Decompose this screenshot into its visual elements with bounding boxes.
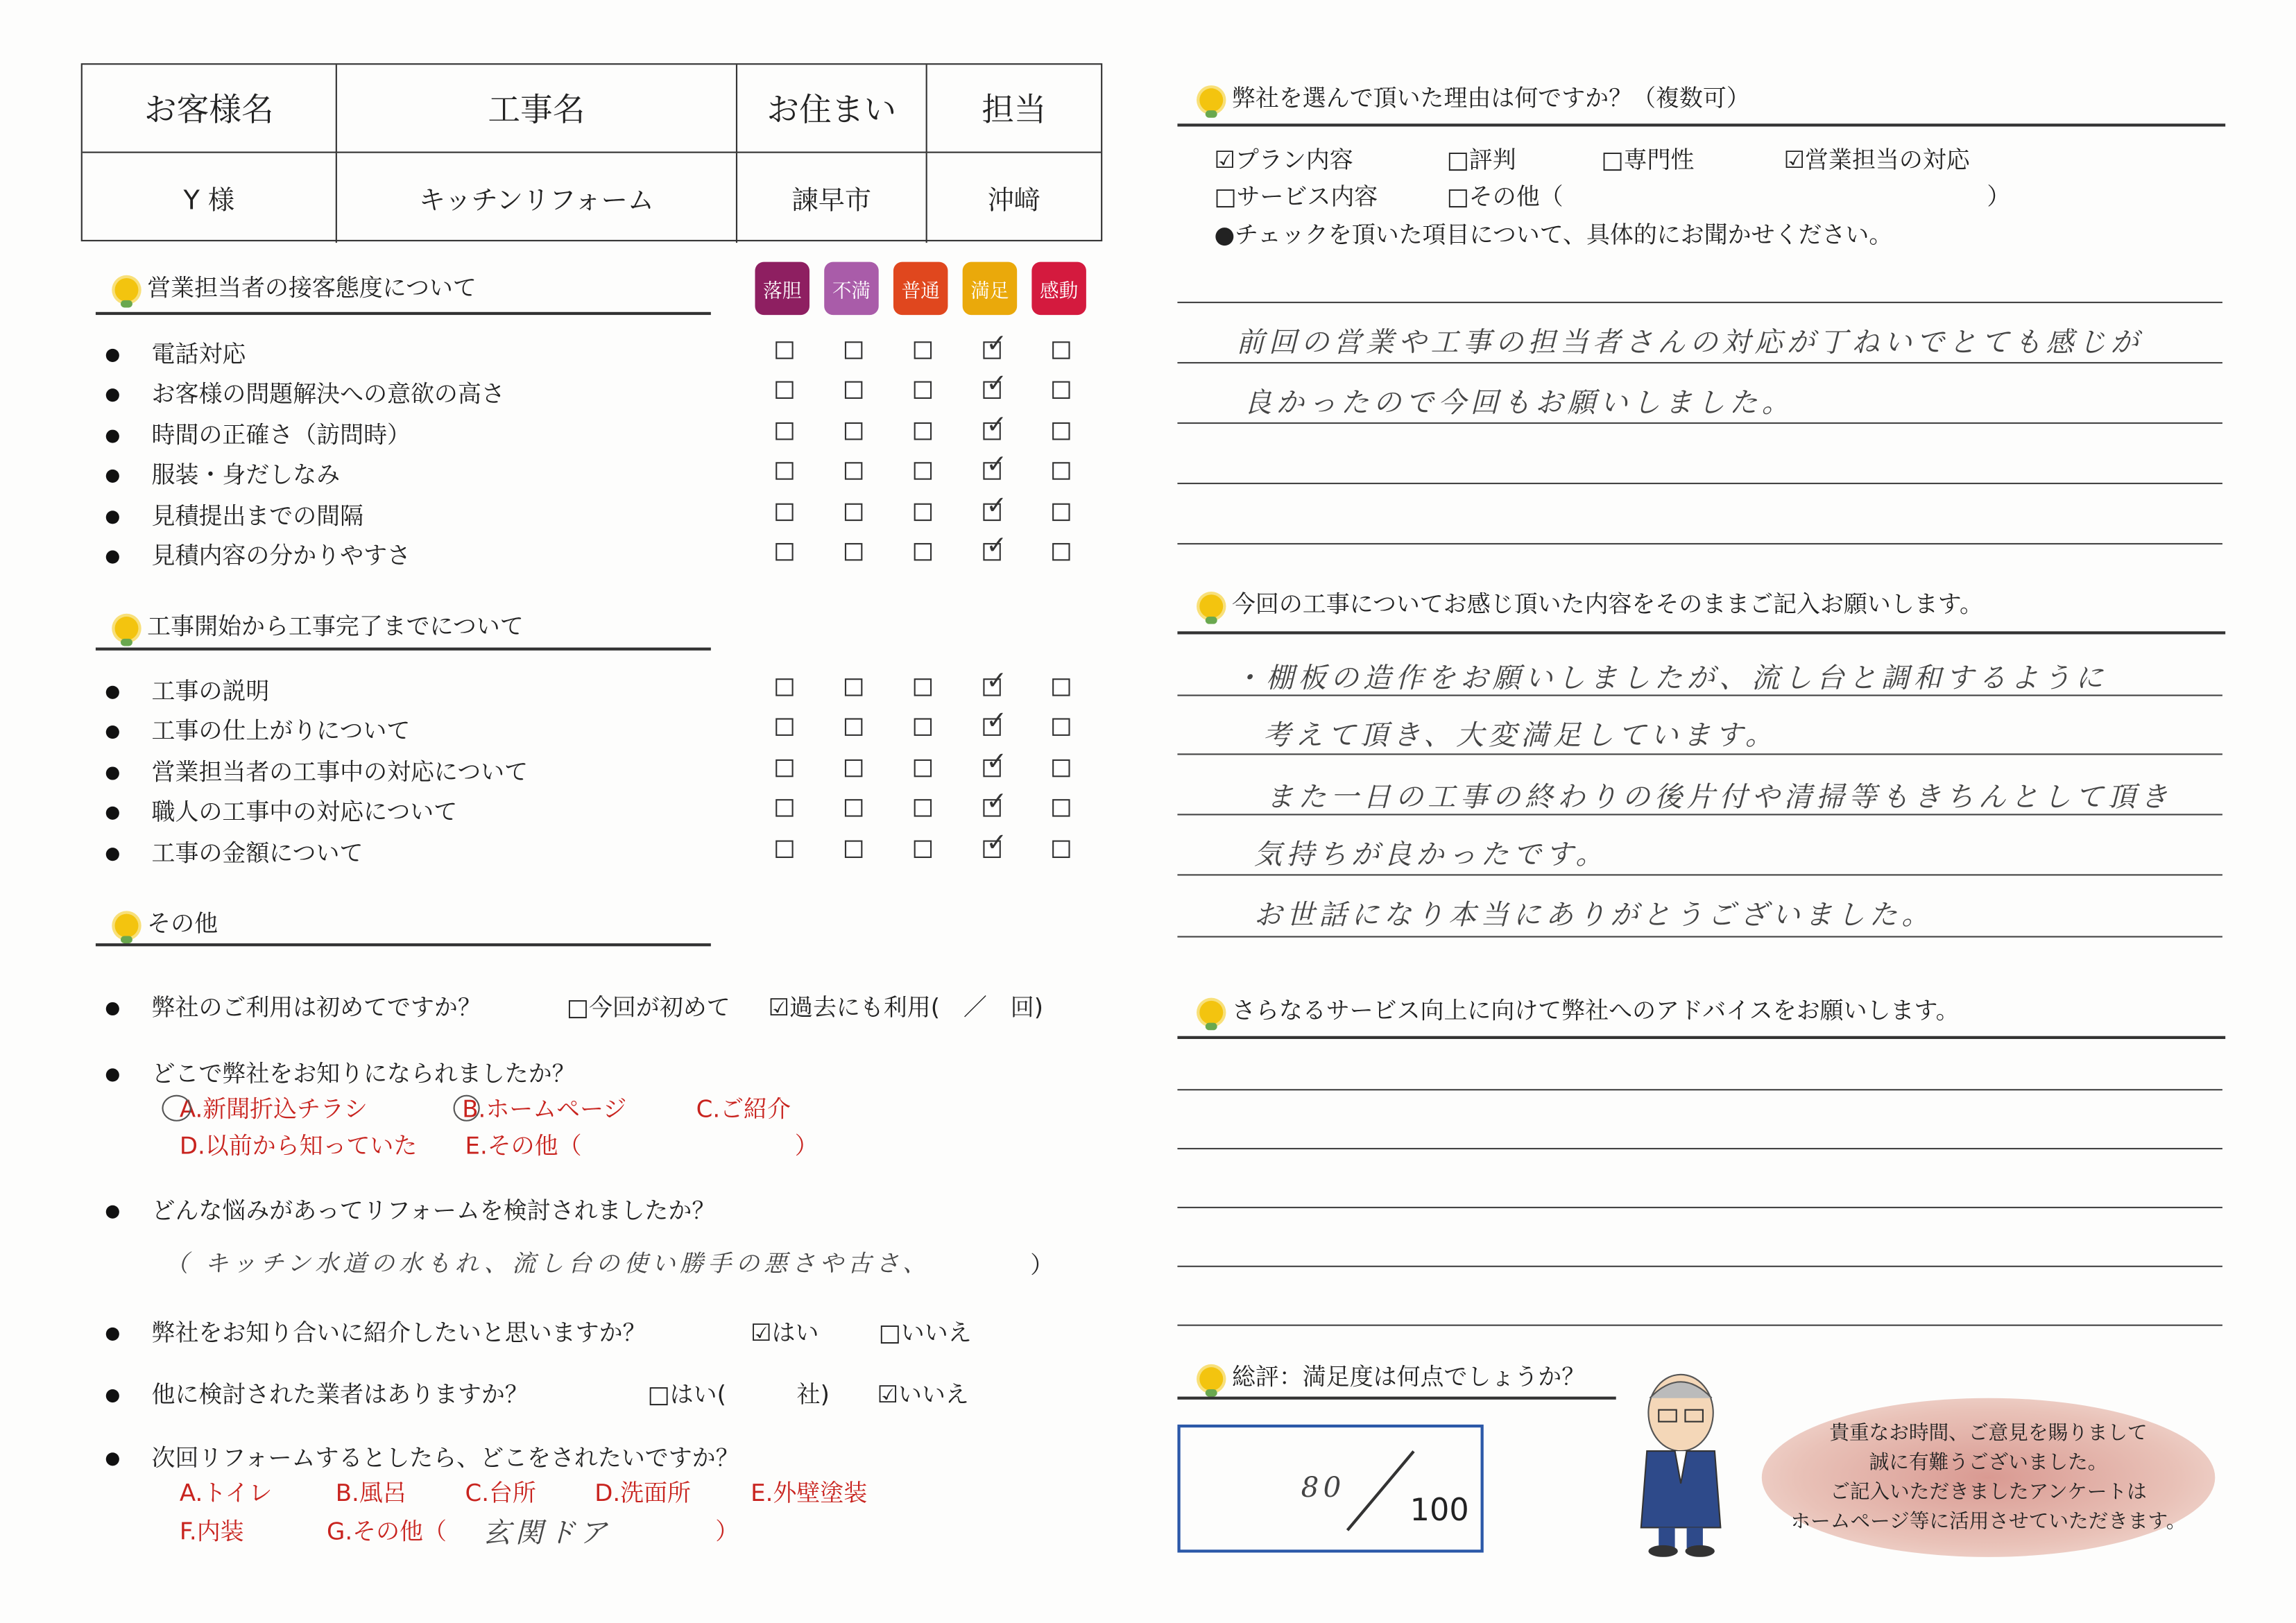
flower-icon [115,913,139,937]
rating-checkbox[interactable] [776,718,793,735]
rating-checkbox[interactable] [983,341,1000,359]
rating-checkbox[interactable] [1052,543,1070,560]
rating-checkbox[interactable] [983,718,1000,735]
section3-title: その他 [147,909,219,938]
q1-label: 弊社のご利用は初めてですか？ [151,993,481,1022]
rating-checkbox[interactable] [776,543,793,560]
q6-opt-f[interactable]: F.内装 [179,1517,244,1545]
staff-illustration-icon [1627,1366,1737,1557]
rating-item-label: 見積内容の分かりやすさ [151,541,411,570]
rating-checkbox[interactable] [1052,799,1070,816]
bullet-icon [106,766,119,780]
answer-line [1177,362,2222,363]
q2-opt-c[interactable]: C.ご紹介 [696,1094,791,1123]
q5-no[interactable]: ☑いいえ [877,1380,969,1409]
rating-checkbox[interactable] [983,799,1000,816]
section3-heading [115,905,219,939]
answer-line [1177,753,2222,755]
score-value: 80 [1301,1471,1346,1504]
bullet-icon [106,349,119,362]
rating-checkbox[interactable] [983,504,1000,521]
rating-item [106,537,411,571]
rating-badge: 不満 [824,262,879,315]
rating-checkbox[interactable] [914,759,932,777]
section1-title: 営業担当者の接客態度について [147,273,477,302]
q3-label: どんな悩みがあってリフォームを検討されましたか？ [151,1196,716,1225]
answer-line [1177,694,2222,696]
impression-answer-line[interactable]: 考えて頂き、大変満足しています。 [1262,719,1778,753]
rating-checkbox[interactable] [914,381,932,399]
rating-item [106,497,363,531]
reason-heading [1199,80,1750,114]
rating-item [106,673,270,707]
q3-answer[interactable]: （ キッチン水道の水もれ、流し台の使い勝手の悪さや古さ、 [164,1249,931,1278]
reason-other-close: ） [1987,182,2011,211]
answer-line [1177,1089,2222,1090]
rating-checkbox[interactable] [845,799,862,816]
header-customer: お客様名 [83,65,337,153]
answer-line [1177,302,2222,303]
rating-badge: 感動 [1031,262,1086,315]
q6-other-answer[interactable]: 玄関ドア [482,1517,612,1550]
rating-checkbox[interactable] [845,504,862,521]
thanks-line: 誠に有難うございました。 [1869,1451,2108,1475]
reason-answer-line[interactable]: 良かったので今回もお願いしました。 [1243,387,1794,420]
rating-item-label: 見積提出までの間隔 [151,501,364,530]
rating-checkbox[interactable] [983,422,1000,440]
q1-first-time[interactable]: □今回が初めて [566,993,730,1022]
q6-opt-b[interactable]: B.風呂 [335,1479,406,1507]
rating-checkbox[interactable] [845,341,862,359]
thanks-line: 貴重なお時間、ご意見を賜りまして [1829,1421,2148,1445]
answer-line [1177,874,2222,875]
q6 [106,1439,739,1473]
q1 [106,989,481,1023]
rating-checkbox[interactable] [1052,422,1070,440]
reason-sales-staff[interactable]: ☑営業担当の対応 [1783,146,1970,174]
rating-checkbox[interactable] [776,422,793,440]
rating-item [106,456,340,490]
q5 [106,1376,529,1410]
rating-item-label: 工事の説明 [151,677,270,705]
answer-line [1177,1148,2222,1149]
answer-line [1177,543,2222,544]
rating-item-label: 工事の金額について [151,839,363,867]
overall-heading [1199,1358,1585,1392]
rating-checkbox[interactable] [776,841,793,858]
bullet-icon [106,686,119,699]
rating-checkbox[interactable] [914,799,932,816]
rating-item-label: お客様の問題解決への意欲の高さ [151,379,505,408]
rating-checkbox[interactable] [983,759,1000,777]
section2-title: 工事開始から工事完了までについて [147,612,524,640]
rating-checkbox[interactable] [845,678,862,696]
rating-checkbox[interactable] [845,543,862,560]
q2 [106,1055,576,1089]
rating-checkbox[interactable] [1052,341,1070,359]
rating-item [106,753,528,787]
rating-checkbox[interactable] [983,462,1000,479]
impression-answer-line[interactable]: また一日の工事の終わりの後片付や清掃等もきちんとして頂き [1265,781,2173,814]
rating-checkbox[interactable] [983,381,1000,399]
rating-checkbox[interactable] [845,422,862,440]
rating-checkbox[interactable] [983,543,1000,560]
residence: 諫早市 [737,153,927,243]
q4-label: 弊社をお知り合いに紹介したいと思いますか？ [151,1319,646,1347]
q2-label: どこで弊社をお知りになられましたか？ [151,1059,576,1088]
rating-checkbox[interactable] [983,841,1000,858]
thanks-line: ご記入いただきましたアンケートは [1830,1480,2147,1504]
rating-item [106,375,505,409]
q4-no[interactable]: □いいえ [878,1319,972,1347]
q2-opt-e-close: ） [794,1131,819,1160]
reason-title: 弊社を選んで頂いた理由は何ですか？（複数可） [1231,83,1750,112]
header-project: 工事名 [337,65,737,153]
rating-checkbox[interactable] [1052,381,1070,399]
rating-checkbox[interactable] [1052,504,1070,521]
rating-item [106,336,246,370]
q6-opt-e[interactable]: E.外壁塗装 [751,1479,868,1507]
circle-mark [162,1095,191,1122]
rating-item-label: 電話対応 [151,340,246,368]
answer-line [1177,1325,2222,1326]
rating-checkbox[interactable] [776,678,793,696]
q4 [106,1314,646,1348]
answer-line [1177,483,2222,484]
rating-checkbox[interactable] [776,462,793,479]
flower-icon [1199,1366,1223,1390]
q6-opt-g-close: ） [715,1517,739,1545]
header-residence: お住まい [737,65,927,153]
reason-prompt: ●チェックを頂いた項目について、具体的にお聞かせください。 [1214,221,1893,249]
answer-line [1177,936,2222,937]
rating-item-label: 職人の工事中の対応について [151,798,458,826]
bullet-icon [106,725,119,739]
rating-badge: 普通 [893,262,948,315]
bullet-icon [106,551,119,564]
answer-line [1177,1266,2222,1267]
flower-icon [115,277,139,301]
rating-checkbox[interactable] [845,718,862,735]
rating-checkbox[interactable] [914,504,932,521]
rating-checkbox[interactable] [776,341,793,359]
bullet-icon [106,388,119,402]
rating-item [106,712,411,746]
project-name: キッチンリフォーム [337,153,737,243]
q2-opt-e[interactable]: E.その他（ [465,1131,582,1160]
q3-close: ） [1030,1251,1054,1279]
rating-checkbox[interactable] [845,759,862,777]
rating-checkbox[interactable] [776,381,793,399]
impression-title: 今回の工事についてお感じ頂いた内容をそのままご記入お願いします。 [1231,590,1983,619]
reason-expertise[interactable]: □専門性 [1601,146,1695,174]
flower-icon [115,616,139,639]
advice-heading [1199,992,1959,1026]
thanks-message [1762,1398,2216,1557]
reason-reputation[interactable]: □評判 [1446,146,1516,174]
customer-table [81,63,1103,241]
rating-checkbox[interactable] [914,462,932,479]
bullet-icon [106,807,119,820]
rating-item-label: 営業担当者の工事中の対応について [151,757,529,787]
section2-heading [115,608,524,642]
rating-item-label: 工事の仕上がりについて [151,716,411,745]
q6-opt-c[interactable]: C.台所 [465,1479,536,1507]
rating-checkbox[interactable] [914,718,932,735]
rating-item [106,834,363,868]
rating-badge: 落胆 [755,262,809,315]
flower-icon [1199,87,1223,111]
q6-label: 次回リフォームするとしたら、どこをされたいですか？ [151,1443,739,1472]
reason-answer-line[interactable]: 前回の営業や工事の担当者さんの対応が丁ねいでとても感じが [1236,327,2143,359]
rating-checkbox[interactable] [914,841,932,858]
rating-item [106,416,411,450]
bullet-icon [106,430,119,443]
thanks-line: ホームページ等に活用させていただきます。 [1790,1509,2186,1534]
reason-plan[interactable]: ☑プラン内容 [1214,146,1353,174]
rating-checkbox[interactable] [914,678,932,696]
flower-icon [1199,594,1223,617]
q6-opt-g[interactable]: G.その他（ [327,1517,447,1545]
q6-opt-a[interactable]: A.トイレ [179,1479,273,1507]
q4-yes[interactable]: ☑はい [751,1319,819,1347]
rating-checkbox[interactable] [914,341,932,359]
q6-opt-d[interactable]: D.洗面所 [594,1479,692,1507]
reason-other[interactable]: □その他（ [1446,182,1563,211]
q5-yes[interactable]: □はい( 社) [647,1380,830,1409]
overall-title: 総評：満足度は何点でしょうか？ [1231,1362,1586,1391]
rating-checkbox[interactable] [776,759,793,777]
q2-opt-b[interactable]: B.ホームページ [462,1094,627,1123]
rating-checkbox[interactable] [845,462,862,479]
rating-checkbox[interactable] [776,799,793,816]
rating-checkbox[interactable] [776,504,793,521]
header-staff: 担当 [927,65,1101,153]
answer-line [1177,1207,2222,1208]
rating-checkbox[interactable] [1052,841,1070,858]
impression-answer-line[interactable]: 気持ちが良かったです。 [1253,839,1609,872]
flower-icon [1199,1000,1223,1024]
rating-checkbox[interactable] [914,543,932,560]
impression-answer-line[interactable]: お世話になり本当にありがとうございました。 [1253,899,1935,932]
staff: 沖﨑 [987,184,1041,216]
bullet-icon [106,848,119,861]
score-max: 100 [1410,1492,1469,1528]
advice-title: さらなるサービス向上に向けて弊社へのアドバイスをお願いします。 [1231,996,1960,1024]
rating-item-label: 服装・身だしなみ [151,461,341,489]
q2-opt-d[interactable]: D.以前から知っていた [179,1131,418,1160]
slash [1346,1450,1415,1531]
rating-checkbox[interactable] [914,422,932,440]
rating-checkbox[interactable] [845,381,862,399]
q1-used-before[interactable]: ☑過去にも利用( ／ 回) [768,993,1044,1022]
rating-checkbox[interactable] [1052,462,1070,479]
reason-service[interactable]: □サービス内容 [1214,182,1378,211]
rating-checkbox[interactable] [1052,718,1070,735]
q3 [106,1192,716,1226]
rating-item [106,793,457,827]
q2-opt-a[interactable]: A.新聞折込チラシ [179,1094,368,1123]
bullet-icon [106,470,119,483]
customer-name: Y 様 [83,153,337,243]
rating-checkbox[interactable] [1052,678,1070,696]
impression-heading [1199,585,1983,619]
impression-answer-line[interactable]: ・棚板の造作をお願いしましたが、流し台と調和するように [1233,662,2108,695]
rating-checkbox[interactable] [1052,759,1070,777]
rating-badge: 満足 [963,262,1018,315]
answer-line [1177,422,2222,424]
answer-line [1177,814,2222,815]
bullet-icon [106,510,119,524]
score-box[interactable] [1177,1425,1483,1553]
section1-heading [115,269,477,303]
rating-checkbox[interactable] [983,678,1000,696]
rating-item-label: 時間の正確さ（訪問時） [151,420,411,449]
circle-mark [454,1095,480,1122]
q5-label: 他に検討された業者はありますか？ [151,1380,529,1409]
rating-checkbox[interactable] [845,841,862,858]
